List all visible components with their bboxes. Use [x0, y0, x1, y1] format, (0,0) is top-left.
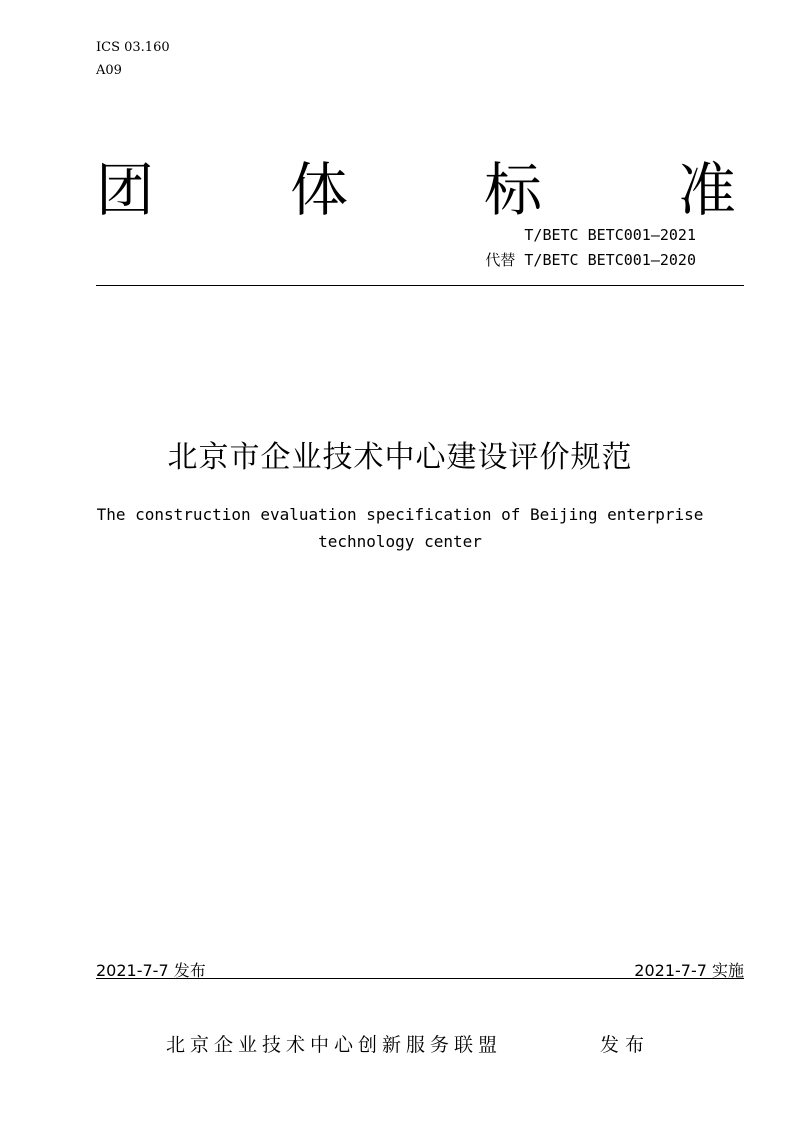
- document-title-cn: 北京市企业技术中心建设评价规范: [167, 440, 633, 475]
- standard-type-heading: [96, 155, 736, 225]
- top-divider: [96, 285, 744, 286]
- issue-date: 2021-7-7 发布: [96, 961, 206, 980]
- replaced-standard-number: 代替 T/BETC BETC001—2020: [485, 251, 696, 269]
- standard-type-char: 体: [289, 156, 348, 224]
- implementation-date: 2021-7-7 实施: [634, 961, 744, 980]
- standard-number: T/BETC BETC001—2021: [524, 226, 696, 244]
- issuing-organization: 北京企业技术中心创新服务联盟: [166, 1034, 503, 1056]
- standard-type-char: 团: [96, 156, 155, 224]
- issuing-action: 发布: [600, 1034, 651, 1056]
- document-title-en-line1: The construction evaluation specification of Beijing enterprise: [96, 505, 704, 524]
- ics-code: ICS 03.160: [96, 40, 170, 55]
- standard-type-char: 准: [677, 156, 736, 224]
- standard-type-char: 标: [483, 156, 542, 224]
- bottom-divider: [96, 978, 744, 979]
- classification-code: A09: [96, 63, 122, 78]
- document-title-en-line2: technology center: [318, 532, 482, 551]
